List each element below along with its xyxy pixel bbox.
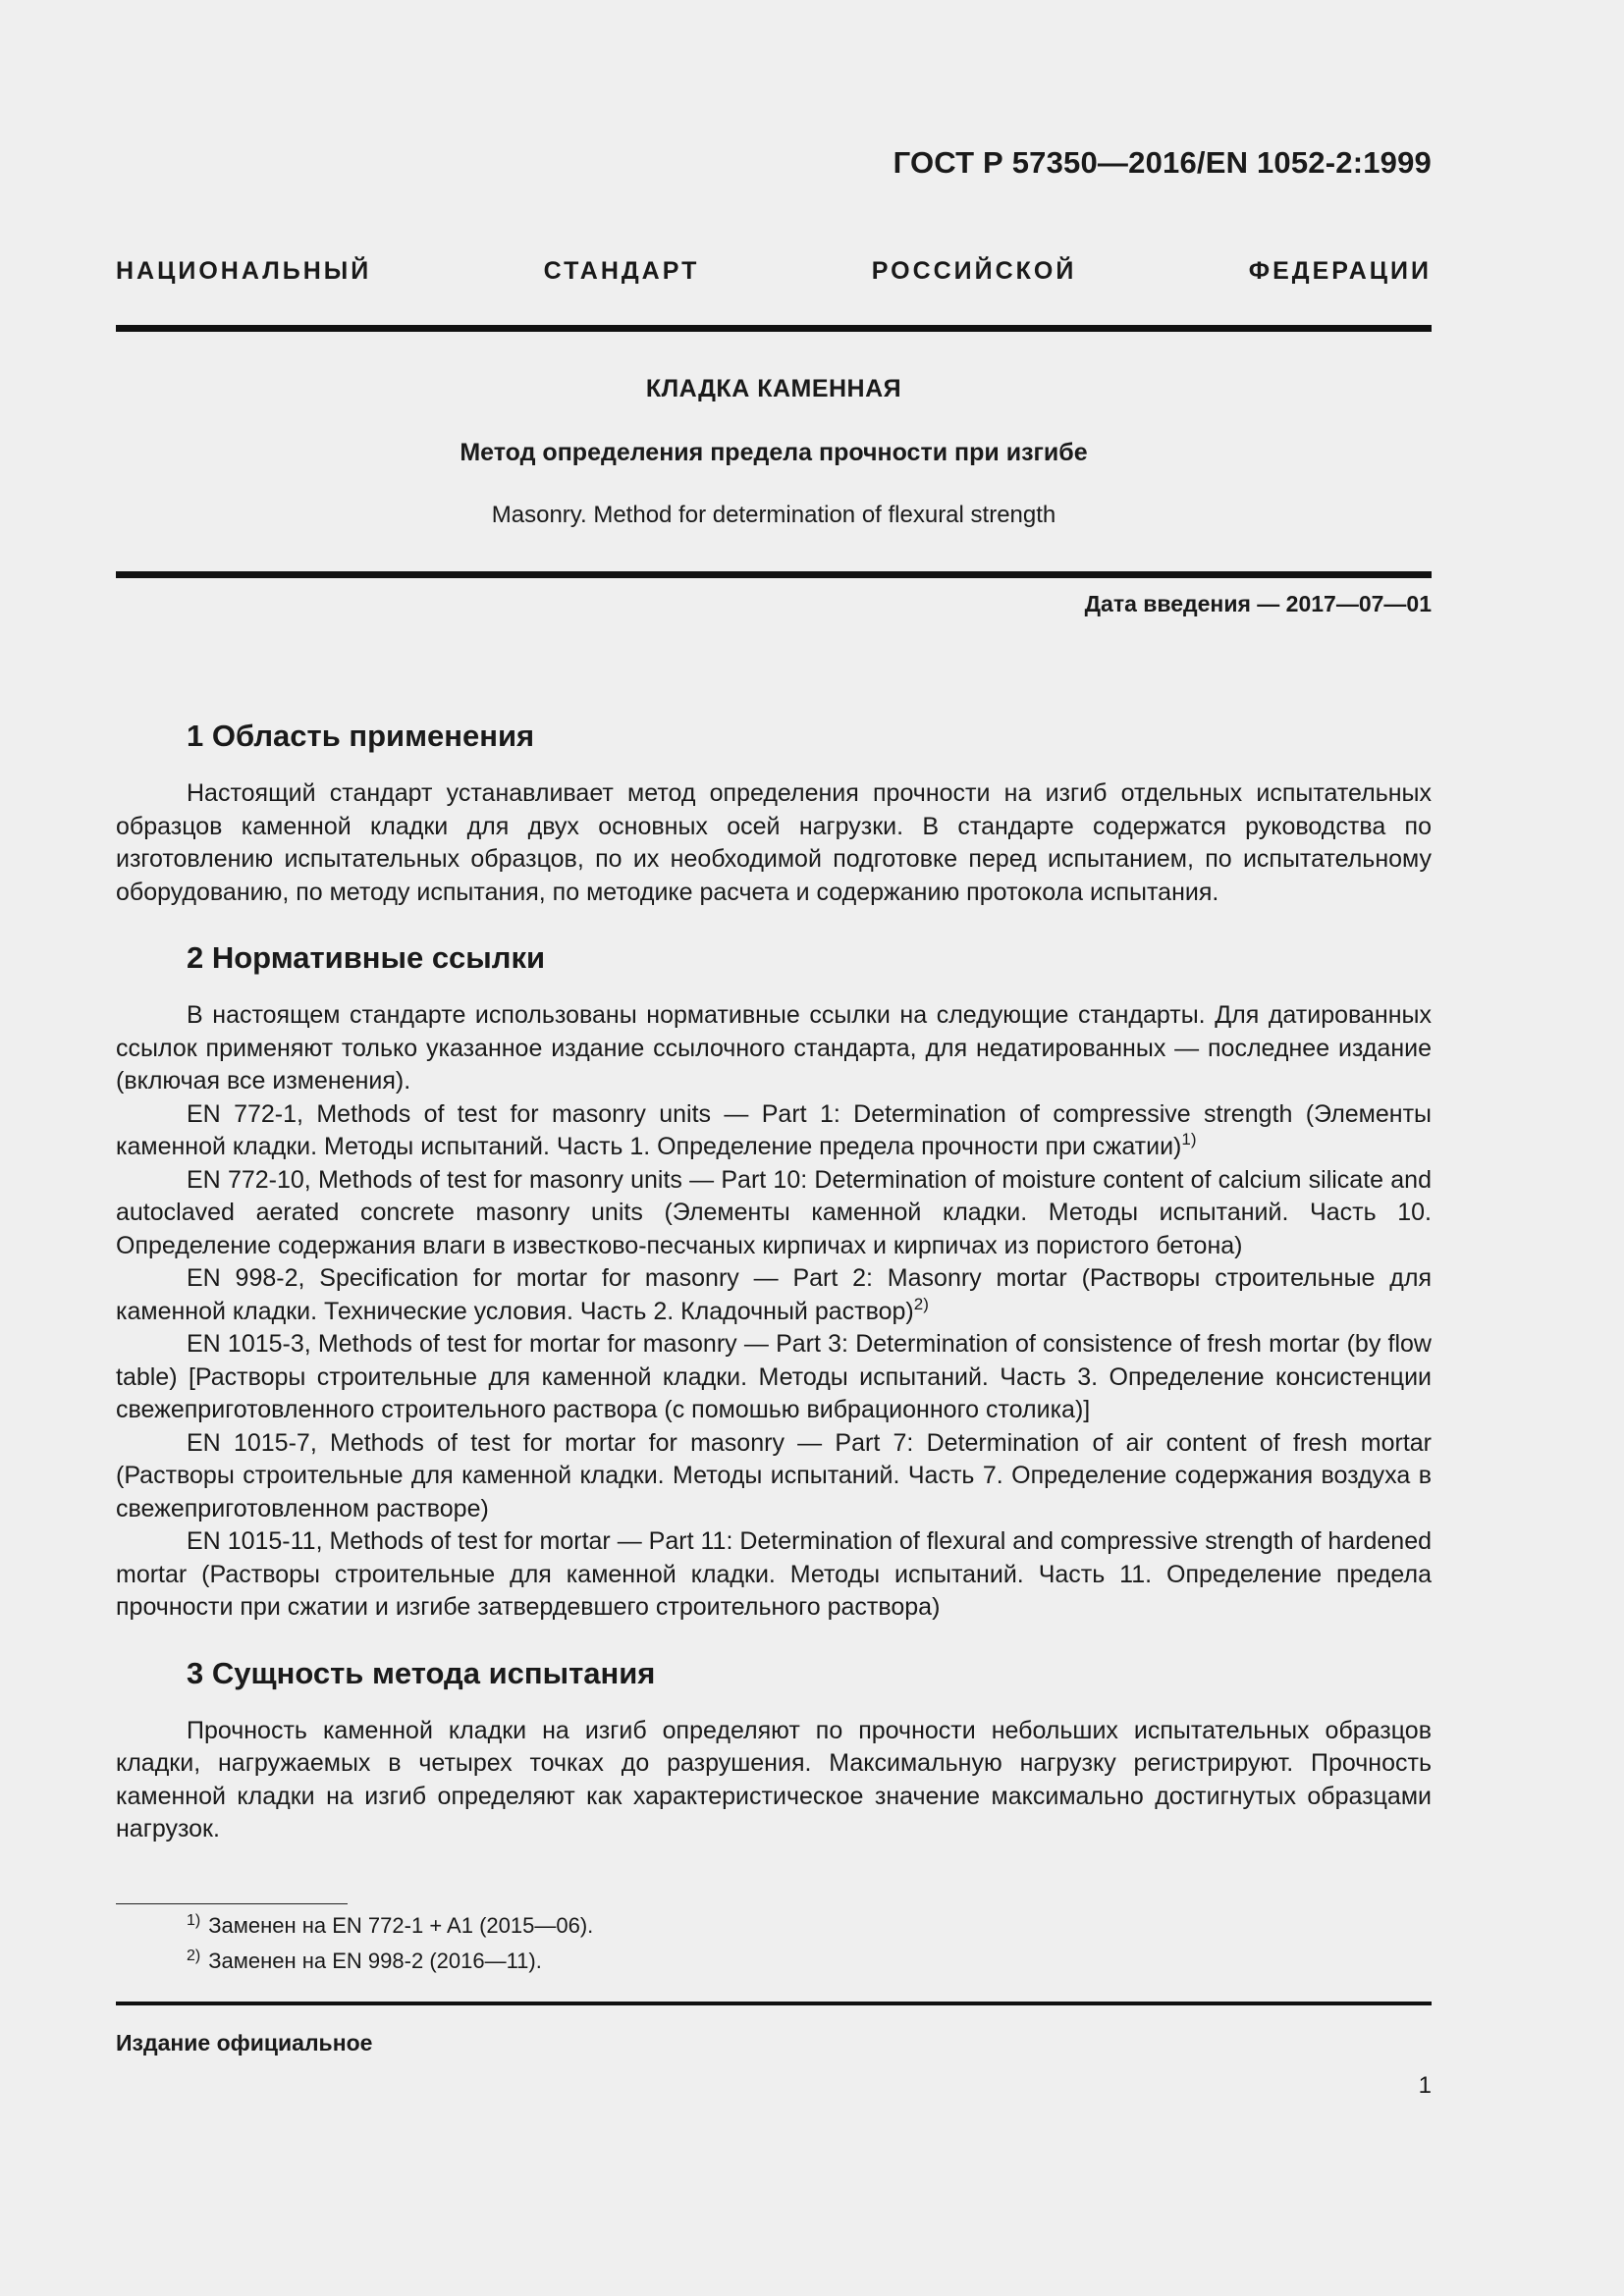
document-page (116, 0, 1432, 2296)
section-normative-references (116, 938, 1432, 1625)
standard-subtitle: Метод определения предела прочности при изгибе (460, 439, 1088, 466)
section-heading: 1 Область применения (187, 719, 535, 753)
top-divider (116, 325, 1432, 332)
section-heading: 2 Нормативные ссылки (187, 940, 546, 975)
reference-text: EN 772-1, Methods of test for masonry units — Part 1: Determination of compressive strength (Элементы каменной кладки. Методы испытаний. Часть 1. Определение предела прочности при сжатии) (116, 1099, 1432, 1160)
footnote-number: 1) (187, 1912, 201, 1929)
footnote-text: Заменен на EN 998-2 (2016—11). (208, 1949, 542, 1973)
reference-item (116, 1098, 1432, 1164)
footnote (187, 1944, 593, 1979)
document-body (116, 717, 1432, 1846)
footnote-ref: 2) (913, 1294, 929, 1313)
standard-title-english: Masonry. Method for determination of flexural strength (491, 502, 1056, 528)
section-heading: 3 Сущность метода испытания (187, 1655, 656, 1690)
paragraph: В настоящем стандарте использованы нормативные ссылки на следующие стандарты. Для датированных ссылок применяют только указанное издание ссылочного стандарта, для недатированных — последнее издание (включая все изменения). (116, 1001, 1432, 1095)
footnote (187, 1908, 593, 1944)
footnote-text: Заменен на EN 772-1 + A1 (2015—06). (208, 1913, 594, 1938)
reference-item: EN 1015-7, Methods of test for mortar for masonry — Part 7: Determination of air content of fresh mortar (Растворы строительные для каменной кладки. Методы испытаний. Часть 7. Определение содержания воздуха в свежеприготовленном растворе) (116, 1428, 1432, 1522)
reference-item: EN 1015-11, Methods of test for mortar — Part 11: Determination of flexural and compressive strength of hardened mortar (Растворы строительные для каменной кладки. Методы испытаний. Часть 11. Определение предела прочности при сжатии и изгибе затвердевшего строительного раствора) (116, 1527, 1432, 1621)
reference-item: EN 1015-3, Methods of test for mortar for masonry — Part 3: Determination of consistence of fresh mortar (by flow table) [Растворы строительные для каменной кладки. Методы испытаний. Часть 3. Определение консистенции свежеприготовленного строительного раствора (с помошью вибрационного столика)] (116, 1330, 1432, 1423)
national-standard-title: НАЦИОНАЛЬНЫЙ СТАНДАРТ РОССИЙСКОЙ ФЕДЕРАЦИИ (116, 257, 1432, 285)
page-number: 1 (1418, 2072, 1432, 2099)
standard-title: КЛАДКА КАМЕННАЯ (645, 375, 902, 402)
reference-text: EN 998-2, Specification for mortar for masonry — Part 2: Masonry mortar (Растворы строительные для каменной кладки. Технические условия. Часть 2. Кладочный раствор) (116, 1264, 1432, 1325)
footer-divider (116, 2002, 1432, 2005)
title-divider (116, 571, 1432, 578)
section-scope (116, 717, 1432, 909)
edition-label: Издание официальное (116, 2030, 373, 2056)
document-code: ГОСТ Р 57350—2016/EN 1052-2:1999 (893, 145, 1432, 180)
footnote-number: 2) (187, 1948, 201, 1964)
introduction-date: Дата введения — 2017—07—01 (1084, 591, 1432, 616)
footnotes (187, 1908, 593, 1979)
reference-item (116, 1262, 1432, 1328)
reference-item: EN 772-10, Methods of test for masonry units — Part 10: Determination of moisture content of calcium silicate and autoclaved aerated concrete masonry units (Элементы каменной кладки. Методы испытаний. Часть 10. Определение содержания влаги в известково-песчаных кирпичах и кирпичах из пористого бетона) (116, 1165, 1432, 1259)
footnote-ref: 1) (1181, 1130, 1197, 1148)
paragraph: Прочность каменной кладки на изгиб определяют по прочности небольших испытательных образцов кладки, нагружаемых в четырех точках до разрушения. Максимальную нагрузку регистрируют. Прочность каменной кладки на изгиб определяют как характеристическое значение максимально достигнутых образцами нагрузок. (116, 1716, 1432, 1842)
paragraph: Настоящий стандарт устанавливает метод определения прочности на изгиб отдельных испытательных образцов каменной кладки для двух основных осей нагрузки. В стандарте содержатся руководства по изготовлению испытательных образцов, по их необходимой подготовке перед испытанием, по испытательному оборудованию, по методу испытания, по методике расчета и содержанию протокола испытания. (116, 779, 1432, 906)
section-test-principle (116, 1654, 1432, 1846)
footnote-divider (116, 1903, 348, 1904)
